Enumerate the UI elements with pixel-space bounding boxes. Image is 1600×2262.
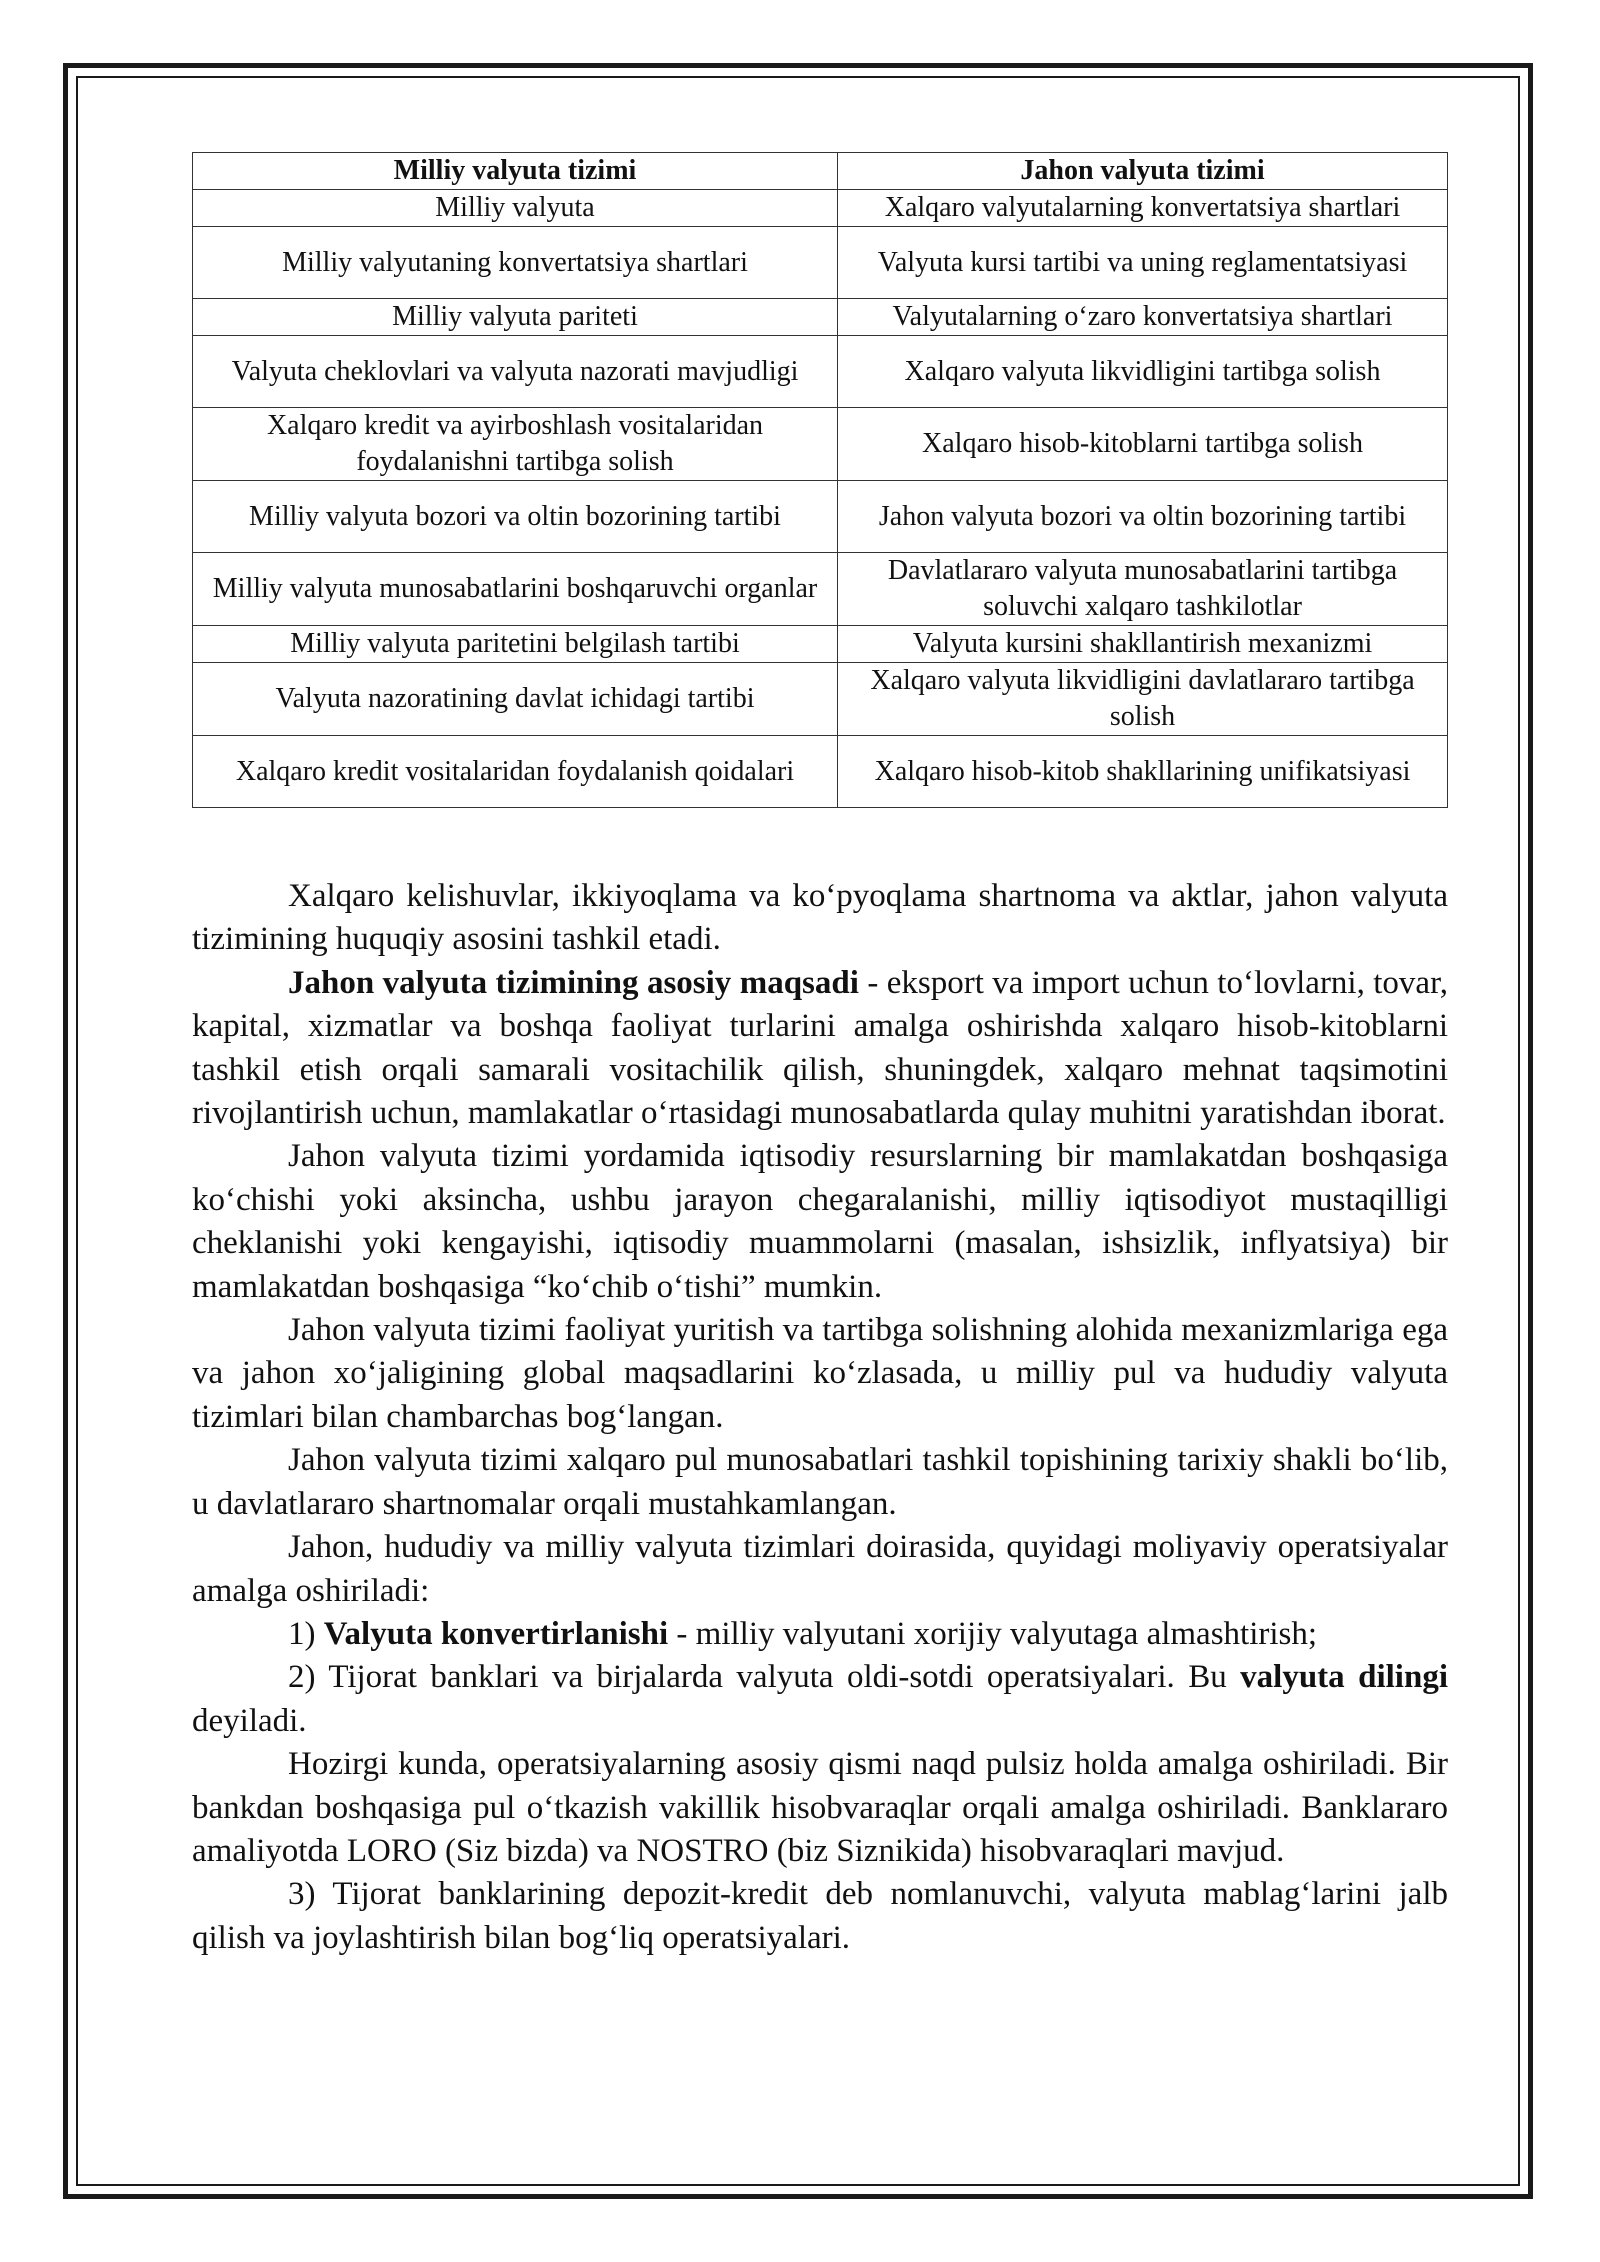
table-row: [193, 190, 1448, 227]
list-item: [192, 1656, 1448, 1743]
table-cell: Valyuta nazoratining davlat ichidagi tartibi: [193, 663, 838, 736]
table-row: [193, 553, 1448, 626]
table-cell: Davlatlararo valyuta munosabatlarini tartibga soluvchi xalqaro tashkilotlar: [838, 553, 1448, 626]
paragraph-text: 2) Tijorat banklari va birjalarda valyuta oldi-sotdi operatsiyalari. Bu: [288, 1659, 1241, 1696]
table-row: [193, 481, 1448, 553]
table-cell: Xalqaro kredit va ayirboshlash vositalaridan foydalanishni tartibga solish: [193, 408, 838, 481]
table-cell: Milliy valyuta bozori va oltin bozorining tartibi: [193, 481, 838, 553]
table-cell: Milliy valyuta pariteti: [193, 299, 838, 336]
table-cell: Jahon valyuta bozori va oltin bozorining tartibi: [838, 481, 1448, 553]
table-row: [193, 299, 1448, 336]
table-cell: Valyuta kursini shakllantirish mexanizmi: [838, 626, 1448, 663]
table-cell: Xalqaro hisob-kitoblarni tartibga solish: [838, 408, 1448, 481]
paragraph: Xalqaro kelishuvlar, ikkiyoqlama va ko‘pyoqlama shartnoma va aktlar, jahon valyuta tizimining huquqiy asosini tashkil etadi.: [192, 878, 1448, 958]
table-cell: Xalqaro kredit vositalaridan foydalanish qoidalari: [193, 736, 838, 808]
body-text: [192, 875, 1448, 1960]
table-row: [193, 227, 1448, 299]
paragraph: Jahon valyuta tizimi faoliyat yuritish va tartibga solishning alohida mexanizmlariga ega va jahon xo‘jaligining global maqsadlarini ko‘zlasada, u milliy pul va hududiy valyuta tizimlari bilan chambarchas bog‘langan.: [192, 1312, 1448, 1435]
paragraph: Jahon valyuta tizimi yordamida iqtisodiy resurslarning bir mamlakatdan boshqasiga ko‘chishi yoki aksincha, ushbu jarayon chegaralanishi, milliy iqtisodiyot mustaqilligi cheklanishi yoki kengayishi, iqtisodiy muammolarni (masalan, ishsizlik, inflyatsiya) bir mamlakatdan boshqasiga “ko‘chib o‘tishi” mumkin.: [192, 1138, 1448, 1305]
list-item: 3) Tijorat banklarining depozit-kredit deb nomlanuvchi, valyuta mablag‘larini jalb qilish va joylashtirish bilan bog‘liq operatsiyalari.: [192, 1876, 1448, 1956]
table-cell: Xalqaro hisob-kitob shakllarining unifikatsiyasi: [838, 736, 1448, 808]
paragraph: [192, 962, 1448, 1136]
table-cell: Milliy valyutaning konvertatsiya shartlari: [193, 227, 838, 299]
table-cell: Xalqaro valyuta likvidligini davlatlararo tartibga solish: [838, 663, 1448, 736]
table-cell: Milliy valyuta: [193, 190, 838, 227]
bold-term: valyuta dilingi: [1240, 1659, 1448, 1696]
header-national-system: Milliy valyuta tizimi: [193, 153, 838, 190]
table-cell: Milliy valyuta munosabatlarini boshqaruvchi organlar: [193, 553, 838, 626]
bold-term: Jahon valyuta tizimining asosiy maqsadi: [288, 964, 859, 1001]
paragraph: Jahon, hududiy va milliy valyuta tizimlari doirasida, quyidagi moliyaviy operatsiyalar amalga oshiriladi:: [192, 1529, 1448, 1609]
table-row: [193, 626, 1448, 663]
bold-term: Valyuta konvertirlanishi: [323, 1615, 669, 1652]
paragraph: Jahon valyuta tizimi xalqaro pul munosabatlari tashkil topishining tarixiy shakli bo‘lib, u davlatlararo shartnomalar orqali mustahkamlangan.: [192, 1442, 1448, 1522]
paragraph-text: - milliy valyutani xorijiy valyutaga almashtirish;: [668, 1615, 1318, 1652]
table-cell: Valyutalarning o‘zaro konvertatsiya shartlari: [838, 299, 1448, 336]
table-cell: Milliy valyuta paritetini belgilash tartibi: [193, 626, 838, 663]
list-item: [192, 1613, 1448, 1656]
table-row: [193, 336, 1448, 408]
table-cell: Xalqaro valyutalarning konvertatsiya shartlari: [838, 190, 1448, 227]
table-header-row: [193, 153, 1448, 190]
paragraph-text: - eksport va import uchun to‘lovlarni, tovar, kapital, xizmatlar va boshqa faoliyat turlarini amalga oshirishda xalqaro hisob-kitoblarni tashkil etish orqali samarali vositachilik qilish, shuningdek, xalqaro mehnat taqsimotini rivojlantirish uchun, mamlakatlar o‘rtasidagi munosabatlarda qulay muhitni yaratishdan iborat.: [192, 964, 1448, 1132]
table-row: [193, 663, 1448, 736]
table-cell: Xalqaro valyuta likvidligini tartibga solish: [838, 336, 1448, 408]
comparison-table: [192, 152, 1448, 808]
table-cell: Valyuta kursi tartibi va uning reglamentatsiyasi: [838, 227, 1448, 299]
table-row: [193, 408, 1448, 481]
paragraph: Hozirgi kunda, operatsiyalarning asosiy qismi naqd pulsiz holda amalga oshiriladi. Bir bankdan boshqasiga pul o‘tkazish vakillik hisobvaraqlar orqali amalga oshiriladi. Banklararo amaliyotda LORO (Siz bizda) va NOSTRO (biz Siznikida) hisobvaraqlari mavjud.: [192, 1746, 1448, 1869]
header-world-system: Jahon valyuta tizimi: [838, 153, 1448, 190]
list-number: 1): [288, 1615, 324, 1652]
table-row: [193, 736, 1448, 808]
table-cell: Valyuta cheklovlari va valyuta nazorati mavjudligi: [193, 336, 838, 408]
paragraph-text: deyiladi.: [192, 1702, 307, 1739]
